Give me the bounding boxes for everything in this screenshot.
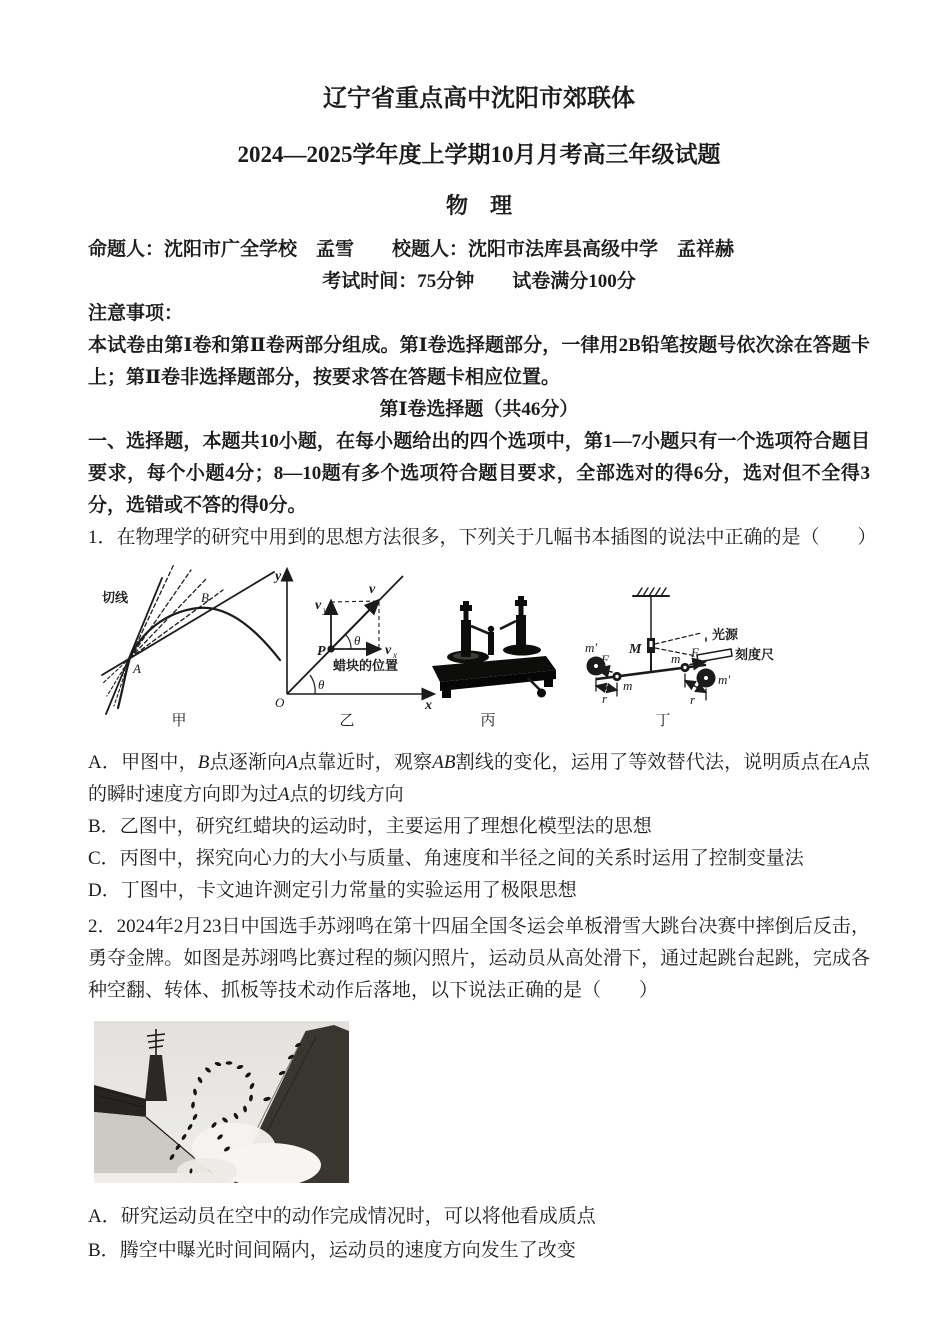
yi-axis-y: y: [275, 569, 282, 584]
notice-heading: 注意事项：: [88, 303, 184, 324]
q2-option-a: [88, 1201, 870, 1233]
option-label: B．: [88, 816, 120, 837]
q1-figure-svg: [88, 560, 868, 732]
q1-stem: 1．在物理学的研究中用到的思想方法很多，下列关于几幅书本插图的说法中正确的是（ ）: [88, 527, 877, 548]
ding-mass-m-left: m: [623, 678, 633, 693]
diagram-ding-cavendish: [585, 588, 774, 729]
option-label: B．: [88, 1240, 120, 1261]
diagram-bing-apparatus: [432, 596, 556, 729]
q2-photo: [94, 1021, 349, 1183]
q1-option-c: [88, 843, 870, 875]
ding-ruler-label: 刻度尺: [735, 647, 775, 662]
bing-caption: 丙: [480, 713, 496, 729]
yi-v-label: v: [369, 582, 376, 597]
q2-photo-svg: [94, 1021, 349, 1183]
page-title: 辽宁省重点高中沈阳市郊联体: [323, 86, 635, 112]
option-text: 甲图中，B点逐渐向A点靠近时，观察AB割线的变化，运用了等效替代法，说明质点在A点的瞬时速度方向即为过A点的切线方向: [88, 752, 870, 805]
ding-mass-mp-left: m′: [585, 640, 598, 655]
yi-caption: 乙: [339, 713, 355, 729]
yi-axis-x: x: [425, 698, 432, 713]
ding-caption: 丁: [655, 713, 671, 729]
ding-mass-mp-right: m′: [718, 672, 731, 687]
jia-tangent-label: 切线: [102, 590, 129, 605]
jia-caption: 甲: [171, 713, 187, 729]
diagram-yi-wax-block: [273, 569, 433, 729]
ding-r-left: r: [602, 691, 608, 706]
option-text: 腾空中曝光时间间隔内，运动员的速度方向发生了改变: [119, 1240, 576, 1261]
q2-option-b: [88, 1235, 870, 1267]
exam-meta-line: 考试时间：75分钟 试卷满分100分: [322, 271, 636, 292]
notice-text: 本试卷由第Ⅰ卷和第Ⅱ卷两部分组成。第Ⅰ卷选择题部分，一律用2B铅笔按题号依次涂在答题卡上；第Ⅱ卷非选择题部分，按要求答在答题卡相应位置。: [88, 335, 870, 388]
option-label: A．: [88, 752, 122, 773]
option-label: A．: [88, 1206, 121, 1227]
ding-mass-M: M: [629, 642, 642, 657]
yi-origin: O: [275, 695, 285, 710]
subject-title: 物 理: [445, 193, 512, 218]
q2-stem: 2．2024年2月23日中国选手苏翊鸣在第十四届全国冬运会单板滑雪大跳台决赛中摔倒后反击，勇夺金牌。如图是苏翊鸣比赛过程的频闪照片，运动员从高处滑下，通过起跳台起跳，完成各种空翻、转体、抓板等技术动作后落地，以下说法正确的是（ ）: [88, 916, 870, 1001]
option-text: 乙图中，研究红蜡块的运动时，主要运用了理想化模型法的思想: [119, 816, 652, 837]
q1-option-d: [88, 875, 870, 907]
yi-point-p: P: [317, 644, 326, 659]
option-label: C．: [88, 848, 120, 869]
yi-vy-sub: y: [323, 605, 327, 615]
option-text: 丙图中，探究向心力的大小与质量、角速度和半径之间的关系时运用了控制变量法: [119, 848, 804, 869]
option-text: 丁图中，卡文迪许测定引力常量的实验运用了极限思想: [120, 880, 577, 901]
ding-force-left: F: [601, 652, 609, 667]
ding-r-right: r: [690, 692, 696, 707]
setter-line: 命题人：沈阳市广全学校 孟雪 校题人：沈阳市法库县高级中学 孟祥赫: [88, 239, 735, 260]
yi-theta-origin: θ: [318, 677, 325, 692]
ding-mass-m-right: m: [671, 651, 681, 666]
option-label: D．: [88, 880, 121, 901]
q1-option-a: [88, 747, 870, 811]
yi-theta-p: θ: [354, 633, 361, 648]
jia-point-a: A: [133, 661, 141, 676]
page-subtitle: 2024—2025学年度上学期10月月考高三年级试题: [237, 142, 721, 167]
ding-force-right: F: [691, 645, 699, 660]
jia-point-b: B: [201, 590, 209, 605]
option-text: 研究运动员在空中的动作完成情况时，可以将他看成质点: [120, 1206, 596, 1227]
part1-rule: 一、选择题，本题共10小题，在每小题给出的四个选项中，第1—7小题只有一个选项符合题目要求，每个小题4分；8—10题有多个选项符合题目要求，全部选对的得6分，选对但不全得3分，选错或不答的得0分。: [88, 431, 870, 516]
yi-vy-main: v: [315, 598, 322, 613]
part1-heading: 第Ⅰ卷选择题（共46分）: [379, 399, 579, 420]
ding-light-label: 光源: [712, 627, 739, 642]
q1-option-b: [88, 811, 870, 843]
diagram-jia-tangent-secant: [102, 564, 280, 729]
yi-vx-sub: x: [393, 650, 397, 660]
yi-vx-main: v: [385, 643, 392, 658]
q1-figure: [88, 560, 870, 737]
yi-wax-label: 蜡块的位置: [333, 658, 399, 673]
